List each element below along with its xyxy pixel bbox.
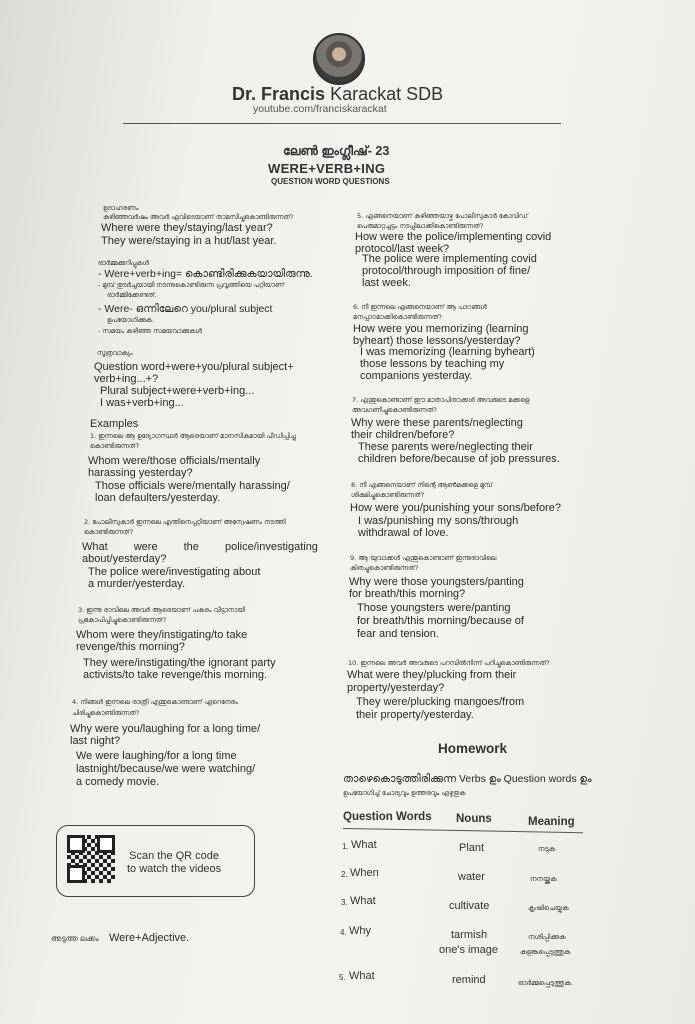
e2-answer-2: a murder/yesterday. (88, 578, 186, 590)
col-meaning: Meaning (528, 816, 575, 828)
e8-ml-1: 8. നീ എങ്ങനെയാണ് നിന്റെ ആൺമക്കളെ മുമ്പ് (351, 481, 493, 489)
note-3b: ഉപയോഗിക്കുക. (107, 316, 154, 324)
homework-title: Homework (438, 741, 508, 756)
document-page: Dr. Francis Karackat SDB youtube.com/franciskarackat ലേൺ ഇംഗ്ലീഷ്- 23 WERE+VERB+ING QUESTION WORD QUESTIONS ഉദാഹരണം കഴിഞ്ഞവർഷം അവർ എവിടെയാണ് താമസിച്ചുകൊണ്ടിരുന്നത്? Where were they/staying/last year? They were/staying in a hut/last year. ഓർമ്മക്കുറിപ്പുകൾ - Were+verb+ing= കൊണ്ടിരിക്കുകയായിരുന്നു. - മുമ്പ് തുടർച്ചയായി നടന്നുകൊണ്ടിരുന്ന പ്രവൃത്തിയെ പറ്റിയാണ് ഓർമ്മിക്കേണ്ടത്. - Were- ഒന്നിലേറെ you/plural subject ഉപയോഗിക്കുക. - സമയം കഴിഞ്ഞ സമയവാക്കുകൾ സൂത്രവാക്യം Question word+were+you/plural subject+ verb+ing...+? Plural subject+were+verb+ing... I was+verb+ing... Examples 1. ഇന്നലെ ആ ഉദ്യോഗസ്ഥർ ആരെയാണ് മാനസികമായി പീഡിപ്പിച്ചു കൊണ്ടിരുന്നത്? Whom were/those officials/mentally harassing yesterday? Those officials were/mentally harassing/ loan defaulters/yesterday. 2. പോലീസുകാർ ഇന്നലെ എന്തിനെപ്പറ്റിയാണ് അന്വേഷണം നടത്തി കൊണ്ടിരുന്നത്? What were the police/investigating about/yesterday? The police were/investigating about a murder/yesterday. 3. ഇന്നു രാവിലെ അവർ ആരെയാണ് പകരം വീട്ടാനായി പ്രകോപിപ്പിച്ചുകൊണ്ടിരുന്നത്? Whom were they/instigating/to take revenge/this morning? They were/instigating/the ignorant party activists/to take revenge/this morning. 4. നിങ്ങൾ ഇന്നലെ രാത്രി എന്തുകൊണ്ടാണ് ഏറെനേരം ചിരിച്ചുകൊണ്ടിരുന്നത്? Why were you/laughing for a long time/ last night? We were laughing/for a long time lastnight/because/we were watching/ a comedy movie. Scan the QR code to watch the videos അടുത്ത ലക്കം Were+Adjective. 5. എങ്ങനെയാണ് കഴിഞ്ഞയാഴ്ച പോലീസുകാർ കോവിഡ് പെരുമാറ്റച്ചട്ടം നടപ്പിലാക്കികൊണ്ടിരുന്നത്? How were the police/implementing covid protocol/last week? The police were implementing covid protocol/through imposition of fine/ last week. 6. നീ ഇന്നലെ എങ്ങനെയാണ് ആ പാഠങ്ങൾ മനപ്പാഠമാക്കികൊണ്ടിരുന്നത്? How were you memorizing (learning byheart) those lessons/yesterday? I was memorizing (learning byheart) those lessons by teaching my companions yesterday. 7. എന്തുകൊണ്ടാണ് ഈ മാതാപിതാക്കൾ അവരുടെ മക്കളെ അവഗണിച്ചുകൊണ്ടിരുന്നത്? Why were these parents/neglecting their children/before? These parents were/neglecting their children before/because of job pressures. 8. നീ എങ്ങനെയാണ് നിന്റെ ആൺമക്കളെ മുമ്പ് ശിക്ഷിച്ചുകൊണ്ടിരുന്നത്? How were you/punishing your sons/before? I was/punishing my sons/through withdrawal of love. 9. ആ യുവാക്കൾ എന്തുകൊണ്ടാണ് ഇന്നുരാവിലെ കിതച്ചുകൊണ്ടിരുന്നത്? Why were those youngsters/panting for breath/this morning? Those youngsters were/panting for breath/this morning/because of fear and tension. 10. ഇന്നലെ അവർ അവരുടെ പറമ്പിൽനിന്ന് പറിച്ചുകൊണ്ടിരുന്നത്? What were they/plucking from their property/yesterday? They were/plucking mangoes/from their property/yesterday. Homework താഴെകൊടുത്തിരിക്കുന്ന Verbs ഉം Question words ഉം ഉപയോഗിച്ച് ചോദ്യവും ഉത്തരവും എഴുതുക Question Words Nouns Meaning 1. What Plant നടുക 2. When water നനയ്ക്കുക 3. What cultivate കൃഷിചെയ്യുക 4. Why tarmish one's image നശിപ്പിക്കുക കളങ്കപ്പെടുത്തുക 5. What remind ഓർമ്മപ്പെടുത്തുക. (0, 0, 695, 1024)
e4-ml-2: ചിരിച്ചുകൊണ്ടിരുന്നത്? (72, 709, 140, 717)
e5-answer-3: last week. (362, 277, 411, 289)
author-name: Dr. Francis Karackat SDB (232, 84, 444, 104)
e6-question-1: How were you memorizing (learning (353, 323, 529, 335)
e3-ml-1: 3. ഇന്നു രാവിലെ അവർ ആരെയാണ് പകരം വീട്ടാനായി (78, 606, 245, 614)
e6-ml-2: മനപ്പാഠമാക്കികൊണ്ടിരുന്നത്? (353, 313, 442, 321)
e5-question-1: How were the police/implementing covid (355, 231, 552, 243)
qr-box (56, 825, 255, 897)
e10-answer-2: their property/yesterday. (356, 709, 474, 721)
e1-question-1: Whom were/those officials/mentally (88, 455, 261, 467)
note-3: - Were- ഒന്നിലേറെ you/plural subject (98, 303, 273, 315)
formula-1: Question word+were+you/plural subject+ (94, 361, 294, 373)
e6-answer-3: companions yesterday. (360, 370, 473, 382)
e3-answer-2: activists/to take revenge/this morning. (83, 669, 268, 681)
e7-ml-1: 7. എന്തുകൊണ്ടാണ് ഈ മാതാപിതാക്കൾ അവരുടെ മക്കളെ (352, 396, 530, 404)
e10-answer-1: They were/plucking mangoes/from (356, 696, 525, 708)
author-avatar (313, 33, 365, 85)
note-2a: - മുമ്പ് തുടർച്ചയായി നടന്നുകൊണ്ടിരുന്ന പ്രവൃത്തിയെ പറ്റിയാണ് (98, 281, 285, 289)
col-question-words: Question Words (343, 811, 432, 823)
e9-question-1: Why were those youngsters/panting (349, 576, 524, 588)
e6-answer-1: I was memorizing (learning byheart) (360, 346, 535, 358)
note-2b: ഓർമ്മിക്കേണ്ടത്. (107, 291, 157, 299)
e7-answer-1: These parents were/neglecting their (358, 441, 533, 453)
e9-answer-1: Those youngsters were/panting (357, 602, 511, 614)
e9-question-2: for breath/this morning? (349, 588, 466, 600)
formula-label: സൂത്രവാക്യം (97, 349, 133, 357)
qr-caption: Scan the QR code to watch the videos (127, 850, 222, 875)
e5-ml-1: 5. എങ്ങനെയാണ് കഴിഞ്ഞയാഴ്ച പോലീസുകാർ കോവിഡ് (357, 212, 528, 220)
e5-answer-1: The police were implementing covid (362, 253, 537, 265)
e3-ml-2: പ്രകോപിപ്പിച്ചുകൊണ്ടിരുന്നത്? (78, 616, 167, 624)
e4-answer-2: lastnight/because/we were watching/ (76, 763, 256, 775)
e4-answer-3: a comedy movie. (76, 776, 160, 788)
e4-question-1: Why were you/laughing for a long time/ (70, 723, 261, 735)
e2-ml-2: കൊണ്ടിരുന്നത്? (84, 528, 134, 536)
next-lesson-ml: അടുത്ത ലക്കം (51, 934, 99, 943)
lesson-title: WERE+VERB+ING (268, 161, 386, 176)
e9-answer-3: fear and tension. (357, 628, 439, 640)
col-nouns: Nouns (456, 813, 492, 825)
e8-question: How were you/punishing your sons/before? (350, 502, 561, 514)
e3-answer-1: They were/instigating/the ignorant party (83, 657, 276, 669)
e4-answer-1: We were laughing/for a long time (76, 750, 237, 762)
example-answer: They were/staying in a hut/last year. (101, 235, 277, 247)
formula-4: I was+verb+ing... (100, 397, 184, 409)
e9-ml-2: കിതച്ചുകൊണ്ടിരുന്നത്? (350, 564, 419, 572)
e6-answer-2: those lessons by teaching my (360, 358, 505, 370)
e9-ml-1: 9. ആ യുവാക്കൾ എന്തുകൊണ്ടാണ് ഇന്നുരാവിലെ (350, 554, 497, 562)
e5-answer-2: protocol/through imposition of fine/ (362, 265, 531, 277)
note-4: - സമയം കഴിഞ്ഞ സമയവാക്കുകൾ (98, 327, 202, 335)
e10-question-2: property/yesterday? (347, 682, 445, 694)
e10-ml: 10. ഇന്നലെ അവർ അവരുടെ പറമ്പിൽനിന്ന് പറിച്ചുകൊണ്ടിരുന്നത്? (348, 659, 550, 667)
e2-ml-1: 2. പോലീസുകാർ ഇന്നലെ എന്തിനെപ്പറ്റിയാണ് അന്വേഷണം നടത്തി (84, 518, 286, 526)
e8-ml-2: ശിക്ഷിച്ചുകൊണ്ടിരുന്നത്? (351, 491, 425, 499)
e1-answer-1: Those officials were/mentally harassing/ (95, 480, 290, 492)
e5-question-2: protocol/last week? (355, 243, 450, 255)
e4-question-2: last night? (70, 735, 121, 747)
e2-question-2: about/yesterday? (82, 553, 167, 565)
formula-3: Plural subject+were+verb+ing... (100, 385, 255, 397)
e7-ml-2: അവഗണിച്ചുകൊണ്ടിരുന്നത്? (352, 406, 437, 414)
e1-answer-2: loan defaulters/yesterday. (95, 492, 221, 504)
e8-answer-2: withdrawal of love. (358, 527, 449, 539)
homework-instruction-2: ഉപയോഗിച്ച് ചോദ്യവും ഉത്തരവും എഴുതുക (343, 789, 466, 797)
e4-ml-1: 4. നിങ്ങൾ ഇന്നലെ രാത്രി എന്തുകൊണ്ടാണ് ഏറെനേരം (72, 698, 238, 706)
qr-code[interactable] (67, 835, 115, 883)
notes-label: ഓർമ്മക്കുറിപ്പുകൾ (98, 259, 150, 267)
e8-answer-1: I was/punishing my sons/through (358, 515, 519, 527)
formula-2: verb+ing...+? (94, 373, 159, 385)
e9-answer-2: for breath/this morning/because of (357, 615, 524, 627)
e7-question-2: their children/before? (351, 429, 455, 441)
e10-question-1: What were they/plucking from their (347, 669, 517, 681)
e3-question-2: revenge/this morning? (76, 641, 185, 653)
example-ml: കഴിഞ്ഞവർഷം അവർ എവിടെയാണ് താമസിച്ചുകൊണ്ടിരുന്നത്? (103, 213, 294, 221)
e6-question-2: byheart) those lessons/yesterday? (353, 335, 521, 347)
e1-question-2: harassing yesterday? (88, 467, 193, 479)
e7-answer-2: children before/because of job pressures. (358, 453, 560, 465)
e5-ml-2: പെരുമാറ്റച്ചട്ടം നടപ്പിലാക്കികൊണ്ടിരുന്നത്? (357, 222, 484, 230)
header-divider (123, 123, 561, 124)
e2-question-1: What were the police/investigating (82, 541, 318, 553)
next-lesson: Were+Adjective. (109, 932, 190, 944)
e1-ml-1: 1. ഇന്നലെ ആ ഉദ്യോഗസ്ഥർ ആരെയാണ് മാനസികമായി പീഡിപ്പിച്ചു (90, 432, 296, 440)
lesson-title-ml: ലേൺ ഇംഗ്ലീഷ്- 23 (283, 144, 390, 158)
lesson-subtitle: QUESTION WORD QUESTIONS (271, 177, 390, 186)
homework-header-rule (343, 828, 583, 833)
examples-label: Examples (90, 418, 139, 430)
e7-question-1: Why were these parents/neglecting (351, 417, 523, 429)
youtube-url: youtube.com/franciskarackat (253, 103, 387, 115)
example-question: Where were they/staying/last year? (101, 222, 273, 234)
example-label: ഉദാഹരണം (103, 204, 139, 212)
note-1: - Were+verb+ing= കൊണ്ടിരിക്കുകയായിരുന്നു. (98, 268, 313, 280)
e6-ml-1: 6. നീ ഇന്നലെ എങ്ങനെയാണ് ആ പാഠങ്ങൾ (353, 303, 487, 311)
e2-answer-1: The police were/investigating about (88, 566, 261, 578)
e3-question-1: Whom were they/instigating/to take (76, 629, 248, 641)
e1-ml-2: കൊണ്ടിരുന്നത്? (90, 442, 140, 450)
homework-instruction-1: താഴെകൊടുത്തിരിക്കുന്ന Verbs ഉം Question words ഉം (343, 773, 592, 785)
